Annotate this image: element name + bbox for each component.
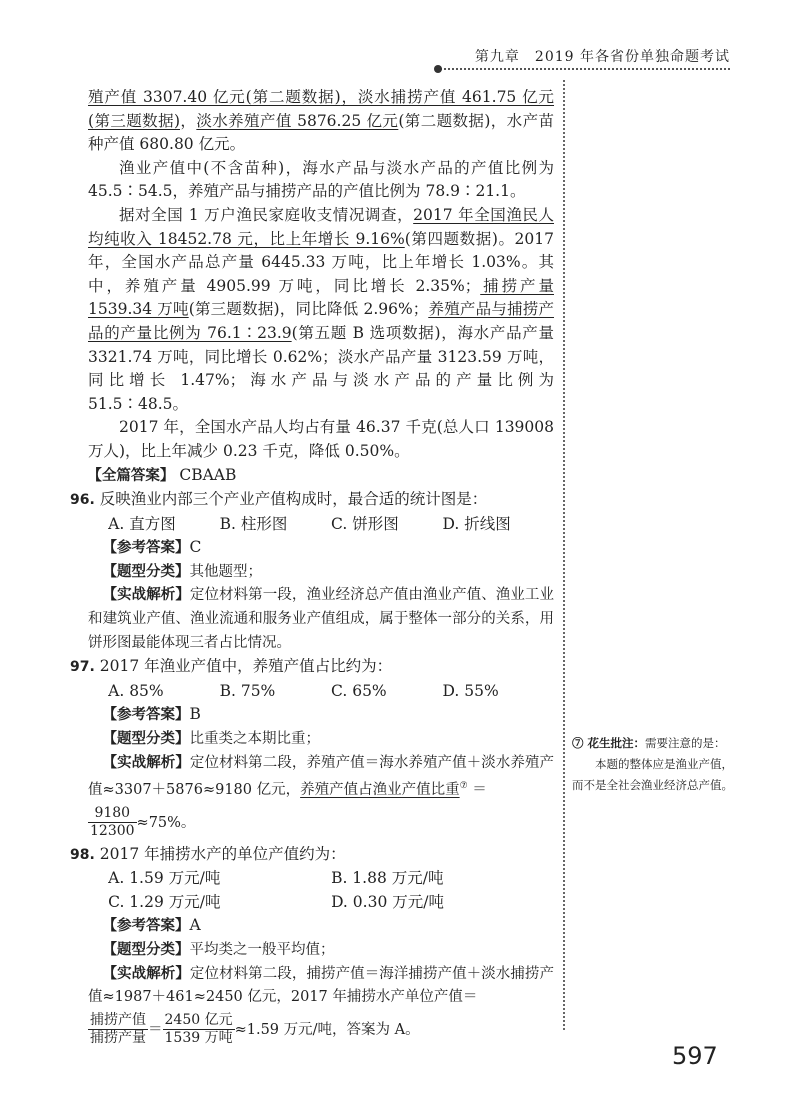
question-97-fraction: $\frac{9180}{12300}$ ≈75%。 [90,805,196,840]
option-b: B. 75% [219,681,276,700]
question-98-options-row2 [88,891,554,915]
question-97-answer: 【参考答案】B [102,705,201,724]
passage-text: 渔业产值中(不含苗种)，海水产品与淡水产品的产值比例为 45.5∶54.5，养殖产品与捕捞产品的产值比例为 78.9∶21.1。 [88,158,554,201]
passage-text: (第三题数据)，同比降低 2.96%； [188,300,429,319]
passage-text: (第二题数据)，水产苗种产值 680.80 亿元。 [88,111,554,154]
passage-paragraph [88,204,554,416]
question-98-analysis: 【实战解析】定位材料第二段，捕捞产值＝海洋捕捞产值＋淡水捕捞产值≈1987＋461≈2450 亿元，2017 年捕捞水产单位产值＝ [88,965,555,1006]
option-c: C. 饼形图 [331,514,399,533]
option-c: C. 65% [331,681,387,700]
question-96-analysis: 【实战解析】定位材料第一段，渔业经济总产值由渔业产值、渔业工业和建筑业产值、渔业流通和服务业产值组成，属于整体一部分的关系，用饼形图最能体现三者占比情况。 [88,587,555,651]
underlined-key-data: 捕捞产量 1539.34 万吨 [88,276,554,319]
question-97-stem: 97. 2017 年渔业产值中，养殖产值占比约为： [70,657,393,676]
question-97-analysis: 【实战解析】定位材料第二段，养殖产值＝海水养殖产值＋淡水养殖产值≈3307＋5876≈9180 亿元，养殖产值占渔业产值比重⑦ ＝ [88,754,555,799]
underlined-key-data: 殖产值 3307.40 亿元(第二题数据) [88,88,341,106]
option-b: B. 柱形图 [219,514,288,533]
option-d: D. 0.30 万元/吨 [331,892,444,911]
margin-note: ⑦ 花生批注：需要注意的是： 本题的整体应是渔业产值，而不是全社会渔业经济总产值。 [572,736,733,792]
margin-dotted-divider [563,80,565,1030]
underlined-key-data: 2017 年全国渔民人均纯收入 18452.78 元，比上年增长 9.16% [88,205,555,248]
chapter-header: 第九章 2019 年各省份单独命题考试 [474,49,730,65]
question-96-type: 【题型分类】其他题型； [102,563,262,580]
fraction: $\frac{\text{2450 亿元}}{\text{1539 万吨}}$ [164,1012,233,1047]
underlined-key-data: ，淡水捕捞产值 461.75 亿元(第三题数据) [88,88,555,130]
option-d: D. 折线图 [442,514,511,533]
question-96-options [88,513,554,537]
passage-paragraph [88,416,554,463]
question-97-type: 【题型分类】比重类之本期比重； [102,731,320,748]
full-answer: 【全篇答案】 CBAAB [87,465,237,484]
option-a: A. 1.59 万元/吨 [108,869,221,888]
question-96-stem: 96. 反映渔业内部三个产业产值构成时，最合适的统计图是： [70,490,488,509]
question-96-answer: 【参考答案】C [102,538,202,557]
option-a: A. 85% [108,681,164,700]
passage-text: 据对全国 1 万户渔民家庭收支情况调查， [119,205,414,224]
header-dotted-rule [440,68,730,70]
main-text-column [70,86,555,1050]
option-b: B. 1.88 万元/吨 [331,869,444,888]
question-97-options [88,680,554,704]
passage-text: (第四题数据)。2017 年，全国水产品总产量 6445.33 万吨，比上年增长 1.03%。其中，养殖产量 4905.99 万吨，同比增长 2.35%； [88,229,554,295]
question-98-answer: 【参考答案】A [102,916,201,935]
page-number: 597 [672,1042,718,1070]
footnote-marker: ⑦ [459,781,468,792]
question-98-fraction: $\frac{\text{捕捞产值}}{\text{捕捞产量}}$ ＝ $\frac{\text{2450 亿元}}{\text{1539 万吨}}$ ≈1.59 万元/吨，答案为 A。 [90,1012,420,1047]
fraction: $\frac{\text{捕捞产值}}{\text{捕捞产量}}$ [90,1012,146,1047]
question-98-type: 【题型分类】平均类之一般平均值； [102,942,335,959]
passage-paragraph [88,157,554,204]
passage-text: (第五题 B 选项数据)，海水产品产量 3321.74 万吨，同比增长 0.62%；淡水产品产量 3123.59 万吨，同比增长 1.47%；海水产品与淡水产品的产量比例为 51.5∶48.5。 [88,323,555,413]
underlined-key-data: 淡水养殖产值 5876.25 亿元 [196,111,399,130]
question-98-stem: 98. 2017 年捕捞水产的单位产值约为： [70,844,346,863]
passage [88,86,554,464]
underlined-key-data: 养殖产品与捕捞产品的产量比例为 76.1∶23.9 [88,300,554,342]
passage-paragraph [88,86,554,157]
passage-text: ， [180,111,197,130]
option-a: A. 直方图 [108,514,176,533]
passage-text: 2017 年，全国水产品人均占有量 46.37 千克(总人口 139008 万人)，比上年减少 0.23 千克，降低 0.50%。 [88,418,554,460]
fraction: $\frac{9180}{12300}$ [90,805,135,840]
option-d: D. 55% [442,681,499,700]
option-c: C. 1.29 万元/吨 [108,892,221,911]
question-98-options-row1 [88,867,554,891]
